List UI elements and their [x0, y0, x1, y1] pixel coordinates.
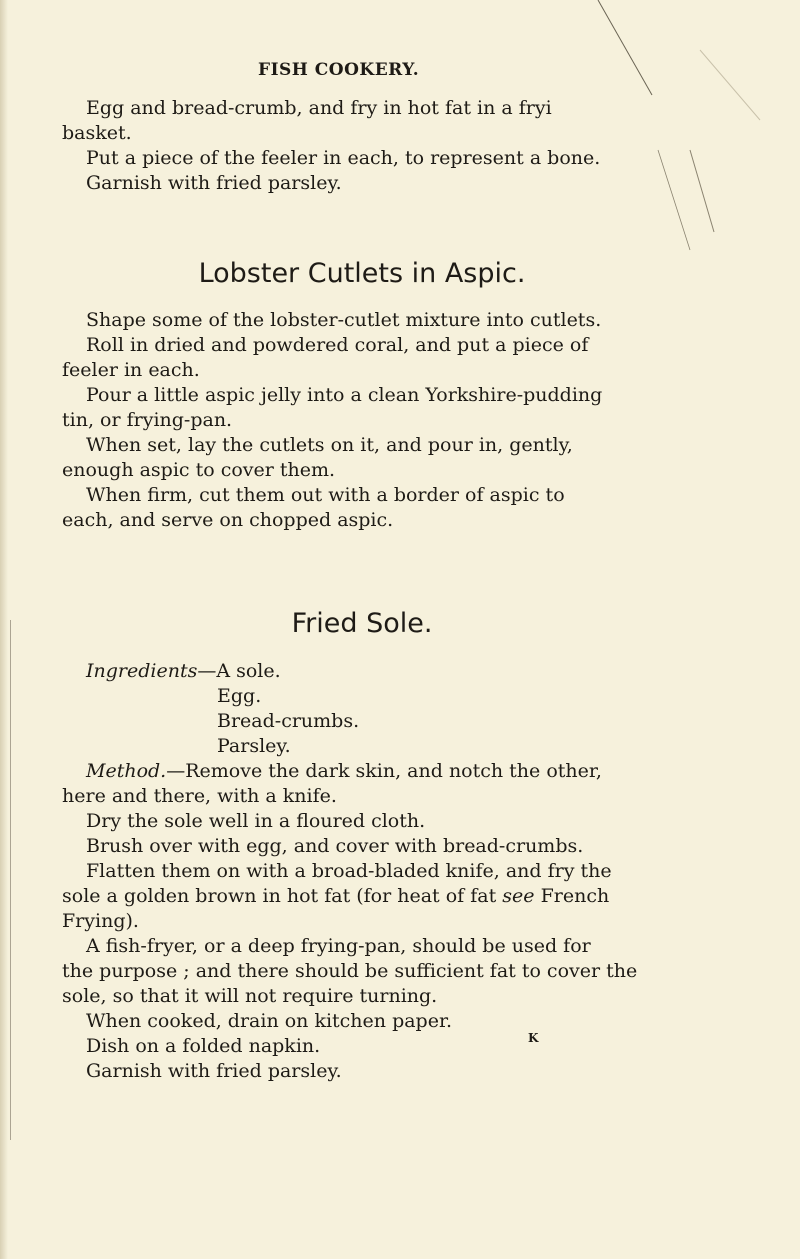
- text-segment: sole a golden brown in hot fat (for heat of fat: [62, 885, 497, 907]
- sole-text: [62, 659, 662, 1084]
- text-line: When cooked, drain on kitchen paper.: [86, 1010, 453, 1032]
- gutter-line: [10, 620, 11, 1140]
- ingredients-label: Ingredients: [86, 660, 198, 682]
- section-heading: Fried Sole.: [291, 608, 433, 639]
- running-head: FISH COOKERY.: [258, 60, 420, 80]
- text-line: Flatten them on with a broad-bladed knife, and fry the: [86, 860, 612, 882]
- ingredient-item: —A sole.: [197, 660, 281, 682]
- text-segment: French: [534, 885, 610, 907]
- text-line: here and there, with a knife.: [62, 785, 337, 807]
- signature-mark: K: [528, 1031, 539, 1045]
- text-line: Egg and bread-crumb, and fry in hot fat in a fryi: [86, 97, 552, 119]
- text-line: Pour a little aspic jelly into a clean Yorkshire-pudding: [86, 384, 603, 406]
- text-line: Garnish with fried parsley.: [86, 172, 342, 194]
- text-line: tin, or frying-pan.: [62, 409, 233, 431]
- text-line: Frying).: [62, 910, 139, 932]
- ingredient-item: Bread-crumbs.: [217, 710, 360, 732]
- text-line: feeler in each.: [62, 359, 200, 381]
- text-line: each, and serve on chopped aspic.: [62, 509, 394, 531]
- text-line: A fish-fryer, or a deep frying-pan, should be used for: [86, 935, 591, 957]
- text-line: Brush over with egg, and cover with bread-crumbs.: [86, 835, 584, 857]
- text-line: When firm, cut them out with a border of aspic to: [86, 484, 565, 506]
- text-line: Dry the sole well in a floured cloth.: [86, 810, 426, 832]
- method-label: Method.: [86, 760, 167, 782]
- text-line: enough aspic to cover them.: [62, 459, 336, 481]
- text-line: Put a piece of the feeler in each, to represent a bone.: [86, 147, 601, 169]
- lobster-text: [62, 308, 662, 533]
- text-line: Roll in dried and powdered coral, and put a piece of: [86, 334, 589, 356]
- text-line: the purpose ; and there should be sufficient fat to cover the: [62, 960, 638, 982]
- ingredients-line: [62, 659, 662, 684]
- intro-text: [62, 96, 662, 196]
- section-heading: Lobster Cutlets in Aspic.: [198, 258, 526, 289]
- text-line: Shape some of the lobster-cutlet mixture into cutlets.: [86, 309, 602, 331]
- method-text: —Remove the dark skin, and notch the other,: [166, 760, 602, 782]
- ingredient-item: Parsley.: [217, 735, 291, 757]
- text-line: Garnish with fried parsley.: [86, 1060, 342, 1082]
- text-line: When set, lay the cutlets on it, and pour in, gently,: [86, 434, 573, 456]
- see-word: see: [502, 885, 535, 907]
- text-line: Dish on a folded napkin.: [86, 1035, 321, 1057]
- text-line: [62, 884, 662, 909]
- text-line: sole, so that it will not require turning.: [62, 985, 438, 1007]
- text-line: basket.: [62, 122, 132, 144]
- method-line: [62, 759, 662, 784]
- ingredient-item: Egg.: [217, 685, 262, 707]
